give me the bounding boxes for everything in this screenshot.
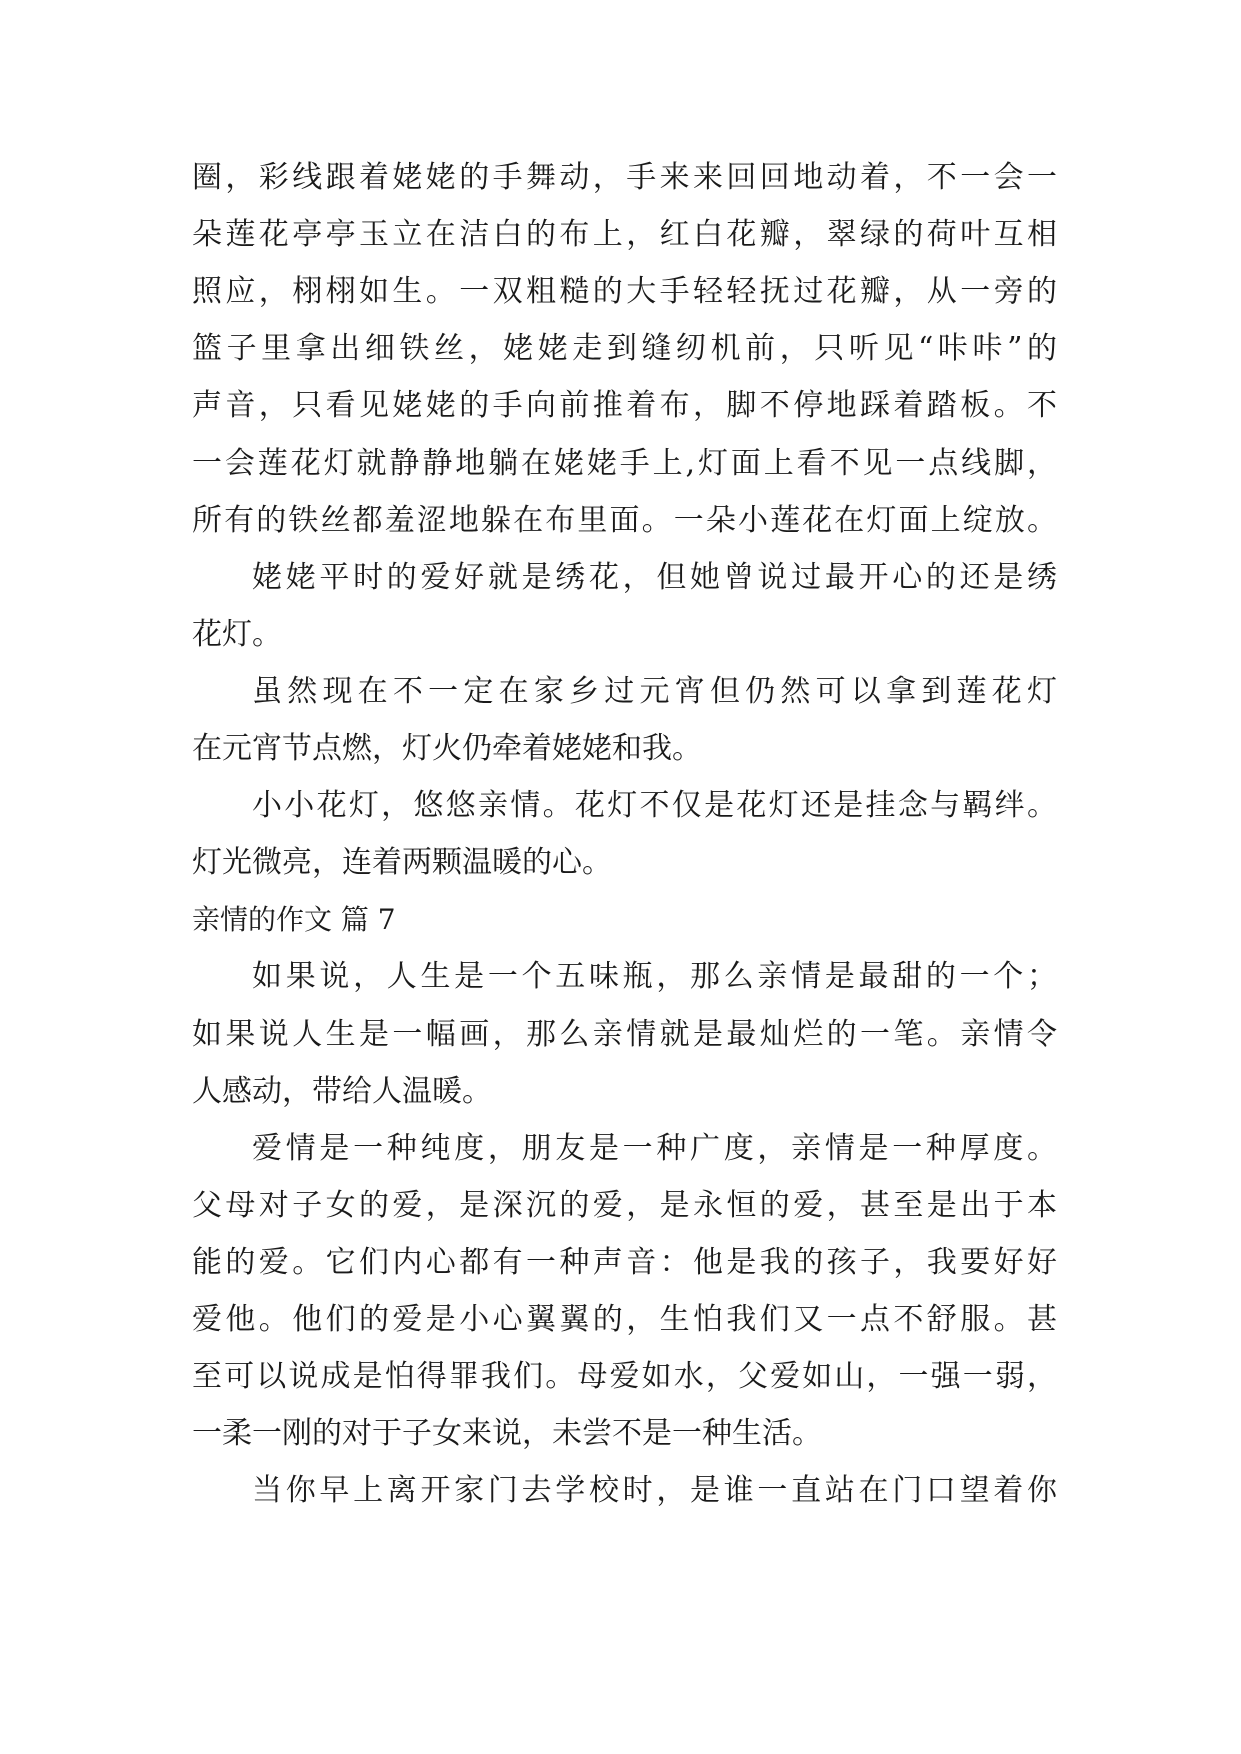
- text-line: 照应，栩栩如生。一双粗糙的大手轻轻抚过花瓣，从一旁的: [192, 274, 1057, 310]
- text-line: 姥姥平时的爱好就是绣花，但她曾说过最开心的还是绣: [252, 559, 1057, 595]
- text-line: 如果说，人生是一个五味瓶，那么亲情是最甜的一个；: [252, 959, 1057, 995]
- text-line: 一会莲花灯就静静地躺在姥姥手上,灯面上看不见一点线脚，: [192, 445, 1057, 481]
- text-line: 虽然现在不一定在家乡过元宵但仍然可以拿到莲花灯: [252, 673, 1057, 709]
- text-line: 爱情是一种纯度，朋友是一种广度，亲情是一种厚度。: [252, 1130, 1057, 1166]
- text-line: 人感动，带给人温暖。: [192, 1073, 492, 1109]
- text-line: 父母对子女的爱，是深沉的爱，是永恒的爱，甚至是出于本: [192, 1187, 1057, 1223]
- text-line: 如果说人生是一幅画，那么亲情就是最灿烂的一笔。亲情令: [192, 1016, 1057, 1052]
- text-line: 能的爱。它们内心都有一种声音：他是我的孩子，我要好好: [192, 1244, 1057, 1280]
- section-heading: 亲情的作文 篇 7: [192, 903, 396, 937]
- text-line: 圈，彩线跟着姥姥的手舞动，手来来回回地动着，不一会一: [192, 160, 1057, 195]
- text-line: 所有的铁丝都羞涩地躲在布里面。一朵小莲花在灯面上绽放。: [192, 502, 1057, 538]
- text-line: 在元宵节点燃，灯火仍牵着姥姥和我。: [192, 731, 702, 766]
- text-line: 一柔一刚的对于子女来说，未尝不是一种生活。: [192, 1416, 822, 1452]
- text-line: 至可以说成是怕得罪我们。母爱如水，父爱如山，一强一弱，: [192, 1359, 1057, 1395]
- text-line: 当你早上离开家门去学校时，是谁一直站在门口望着你: [252, 1473, 1057, 1509]
- text-line: 小小花灯，悠悠亲情。花灯不仅是花灯还是挂念与羁绊。: [252, 788, 1057, 824]
- text-line: 朵莲花亭亭玉立在洁白的布上，红白花瓣，翠绿的荷叶互相: [192, 217, 1057, 253]
- text-line: 花灯。: [192, 616, 282, 652]
- text-line: 爱他。他们的爱是小心翼翼的，生怕我们又一点不舒服。甚: [192, 1302, 1057, 1337]
- text-line: 声音，只看见姥姥的手向前推着布，脚不停地踩着踏板。不: [192, 388, 1057, 424]
- text-line: 灯光微亮，连着两颗温暖的心。: [192, 845, 612, 881]
- text-line: 篮子里拿出细铁丝，姥姥走到缝纫机前，只听见“咔咔”的: [192, 331, 1057, 367]
